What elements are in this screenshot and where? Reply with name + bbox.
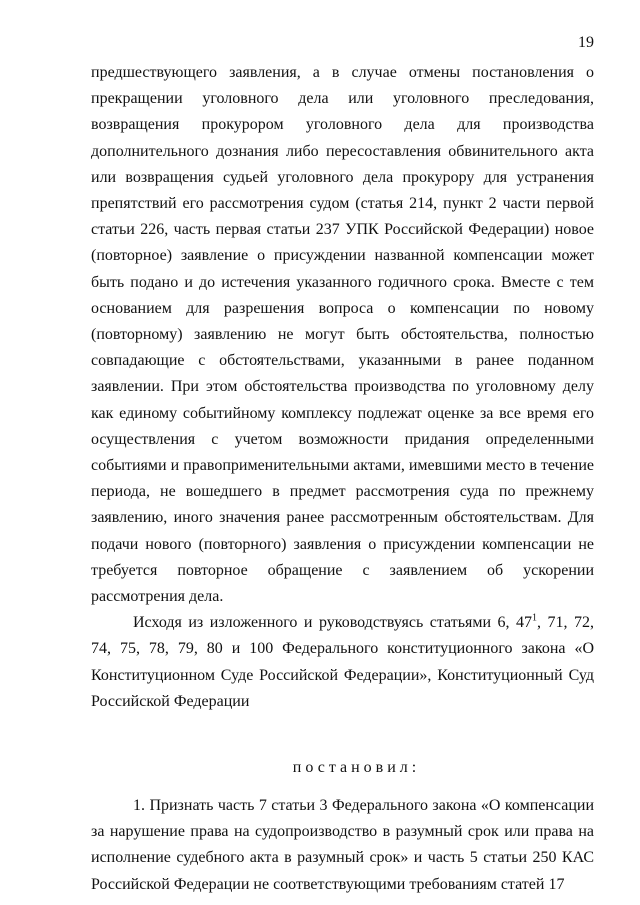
paragraph-continuation: предшествующего заявления, а в случае отмены постановления о прекращении уголовного дела или уголовного преследования, возвращения прокурором уголовного дела для производства дополнительного дознания либо пересоставления обвинительного акта или возвращения судьей уголовного дела прокурору для устранения препятствий его рассмотрения судом (статья 214, пункт 2 части первой статьи 226, часть первая статьи 237 УПК Российской Федерации) новое (повторное) заявление о присуждении названной компенсации может быть подано и до истечения указанного годичного срока. Вместе с тем основанием для разрешения вопроса о компенсации по новому (повторному) заявлению не могут быть обстоятельства, полностью совпадающие с обстоятельствами, указанными в ранее поданном заявлении. При этом обстоятельства производства по уголовному делу как единому событийному комплексу подлежат оценке за все время его осуществления с учетом возможности придания определенными событиями и правоприменительными актами, имевшими место в течение периода, не вошедшего в предмет рассмотрения суда по прежнему заявлению, иного значения ранее рассмотренным обстоятельствам. Для подачи нового (повторного) заявления о присуждении компенсации не требуется повторное обращение с заявлением об ускорении рассмотрения дела. <box>91 64 594 606</box>
page-number: 19 <box>578 34 594 51</box>
paragraph-resolution-1: 1. Признать часть 7 статьи 3 Федерального закона «О компенсации за нарушение права на судопроизводство в разумный срок или права на исполнение судебного акта в разумный срок» и часть 5 статьи 250 КАС Российской Федерации не соответствующими требованиям статей 17 <box>91 797 594 893</box>
paragraph-grounds <box>91 610 594 715</box>
grounds-text-start: Исходя из изложенного и руководствуясь статьями 6, 47 <box>133 614 533 632</box>
document-body <box>91 60 594 898</box>
grounds-text-end: , 71, 72, 74, 75, 78, 79, 80 и 100 Федерального конституционного закона «О Конституционном Суде Российской Федерации», Конституционный Суд Российской Федерации <box>91 614 595 710</box>
footnote-superscript: 1 <box>532 612 538 624</box>
ruling-heading: постановил: <box>292 759 421 777</box>
